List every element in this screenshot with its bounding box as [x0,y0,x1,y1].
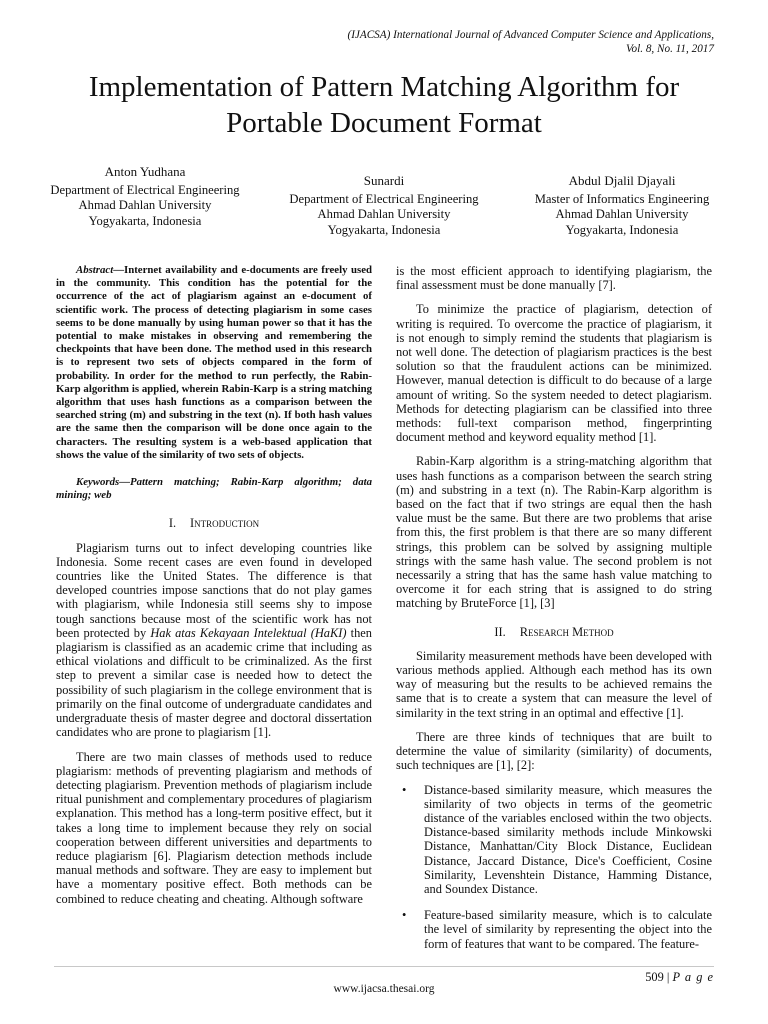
author-affiliation: Master of Informatics Engineering [534,191,710,206]
paragraph: Similarity measurement methods have been developed with various methods applied. Although each method has its own way of measuring but the results to be achieved remains the same that is to create a system that can measure the level of similarity in the text string in an optimal and effective [1]. [396,648,712,720]
author-name: Sunardi [363,173,405,188]
left-column [56,264,372,916]
author-affiliation: Ahmad Dahlan University [78,198,212,213]
journal-header [154,28,714,56]
paragraph [56,541,372,740]
author-block-3 [506,173,738,238]
list-item-text: Distance-based similarity measure, which measures the similarity of two objects in terms of the geometric distance of the variables enclosed within the two objects. Distance-based similarity methods include Minkowski Distance, Manhattan/City Block Distance, Euclidean Distance, Jaccard Distance, Dice's Coefficient, Cosine Similarity, Levenshtein Distance, Hamming Distance, and Soundex Distance. [424,782,712,896]
section-title: Introduction [190,516,260,531]
author-affiliation: Yogyakarta, Indonesia [88,213,202,228]
abstract-lead: Abstract [76,264,114,276]
author-name: Anton Yudhana [104,164,186,179]
paragraph: There are two main classes of methods used to reduce plagiarism: methods of preventing plagiarism and methods of detecting plagiarism. Prevention methods of plagiarism include ritual punishment and complementary procedures of plagiarism explanation. This method has a long-term positive effect, but it takes a long time to implement because they rely on social cooperation between different universities and departments to reduce plagiarism [6]. Plagiarism detection methods include manual methods and software. They are easy to implement but have a momentary positive effect. Both methods can be combined to reduce cheating and cheating. Although software [56,749,372,906]
section-heading-introduction [56,516,372,530]
list-item [402,782,712,897]
paragraph: is the most efficient approach to identifying plagiarism, the final assessment must be done manually [7]. [396,264,712,293]
keywords-text: —Pattern matching; Rabin-Karp algorithm; data mining; web [56,476,372,502]
journal-header-line2: Vol. 8, No. 11, 2017 [625,43,714,55]
author-affiliation: Yogyakarta, Indonesia [565,222,679,237]
author-affiliation: Department of Electrical Engineering [289,191,479,206]
footer-url[interactable]: www.ijacsa.thesai.org [333,983,435,995]
paragraph-italic: Hak atas Kekayaan Intelektual (HaKI) [150,625,347,640]
author-name: Abdul Djalil Djayali [568,173,676,188]
section-number: I. [168,516,177,531]
page-number-separator: | [663,970,673,984]
author-affiliation: Yogyakarta, Indonesia [327,222,441,237]
list-item-text: Feature-based similarity measure, which is to calculate the level of similarity by representing the object into the form of features that want to be compared. The feature- [424,908,712,951]
paragraph-text: Plagiarism turns out to infect developing countries like Indonesia. Some recent cases are even found in developed countries like the United States. The difference is that developed countries impose sanctions that do not play games with plagiarism, while Indonesia still seems shy to impose tough sanctions because most of the scientific work has not been protected by [56,540,372,640]
author-affiliation: Ahmad Dahlan University [317,207,451,222]
page-number-value: 509 [645,970,664,984]
author-block-2 [268,173,500,238]
paper-title [40,69,728,141]
paper-title-line2: Portable Document Format [226,107,542,139]
bullet-icon: • [402,908,407,923]
keywords-lead: Keywords [76,476,120,489]
bullet-list [396,783,712,951]
paragraph: Rabin-Karp algorithm is a string-matching algorithm that uses hash functions as a comparison between the search string (m) and substring in a text (n). The Rabin-Karp algorithm is based on the fact that if two strings are equal then the hash value must be the same. But there are two problems that arise from this, the first problem is that there are so many different strings, this problem can be solved by assigning multiple strings with the same hash value. The second problem is not necessarily a string that has the same hash value matching to overcome it for each string that is assigned to do string matching by BruteForce [1], [3] [396,454,712,611]
abstract [56,264,372,462]
abstract-text: —Internet availability and e-documents are freely used in the community. This condition has the potential for the occurrence of the act of plagiarism against an e-document of scientific work. The process of detecting plagiarism in some cases seems to be done manually by using human power so that it has the potential to make mistakes in observing and remembering the checkpoints that have been done. The method used in this research is to represent two sets of objects compared in the form of probability. In order for the method to run perfectly, the Rabin-Karp algorithm is applied, wherein Rabin-Karp is a string matching algorithm that uses hash functions as a comparison between the searched string (m) and substring in the text (n). If both hash values are the same then the comparison will be done once again to the characters. The resulting system is a web-based application that shows the value of the similarity of two sets of objects. [56,264,372,461]
paragraph: There are three kinds of techniques that are built to determine the value of similarity (similarity) of documents, such techniques are [1], [2]: [396,729,712,773]
footer-divider [54,966,714,967]
author-block-1 [30,164,260,229]
paper-title-line1: Implementation of Pattern Matching Algorithm for [88,71,680,103]
list-item [402,908,712,951]
author-affiliation: Ahmad Dahlan University [555,207,689,222]
section-heading-research-method [396,625,712,639]
journal-header-line1: (IJACSA) International Journal of Advanced Computer Science and Applications, [347,29,714,41]
paragraph-text: then plagiarism is classified as an academic crime that including as ethical violations and difficult to be criminalized. As the first step to prevent a similar case is needed how to detect the possibility of such plagiarism in the college environment that is primarily on the final outcome of undergraduate candidates and undergraduate thesis of master degree and doctoral dissertation candidates who are prone to plagiarism [1]. [56,625,372,740]
keywords [56,476,372,502]
paragraph: To minimize the practice of plagiarism, detection of writing is required. To overcome the practice of plagiarism, it is not enough to simply remind the students that plagiarism is not well done. The detection of plagiarism practices is the best solution so that the fraudulent actions can be minimized. However, manual detection is difficult to do because of a large amount of writing. So the system needed to detect plagiarism. Methods for detecting plagiarism can be classified into three methods: full-text comparison method, fingerprinting document method and keyword equality method [1]. [396,302,712,445]
page-word: P a g e [672,970,714,984]
right-column [396,264,712,963]
section-number: II. [494,624,506,639]
bullet-icon: • [402,782,407,797]
section-title: Research Method [519,624,614,639]
author-affiliation: Department of Electrical Engineering [50,182,240,197]
